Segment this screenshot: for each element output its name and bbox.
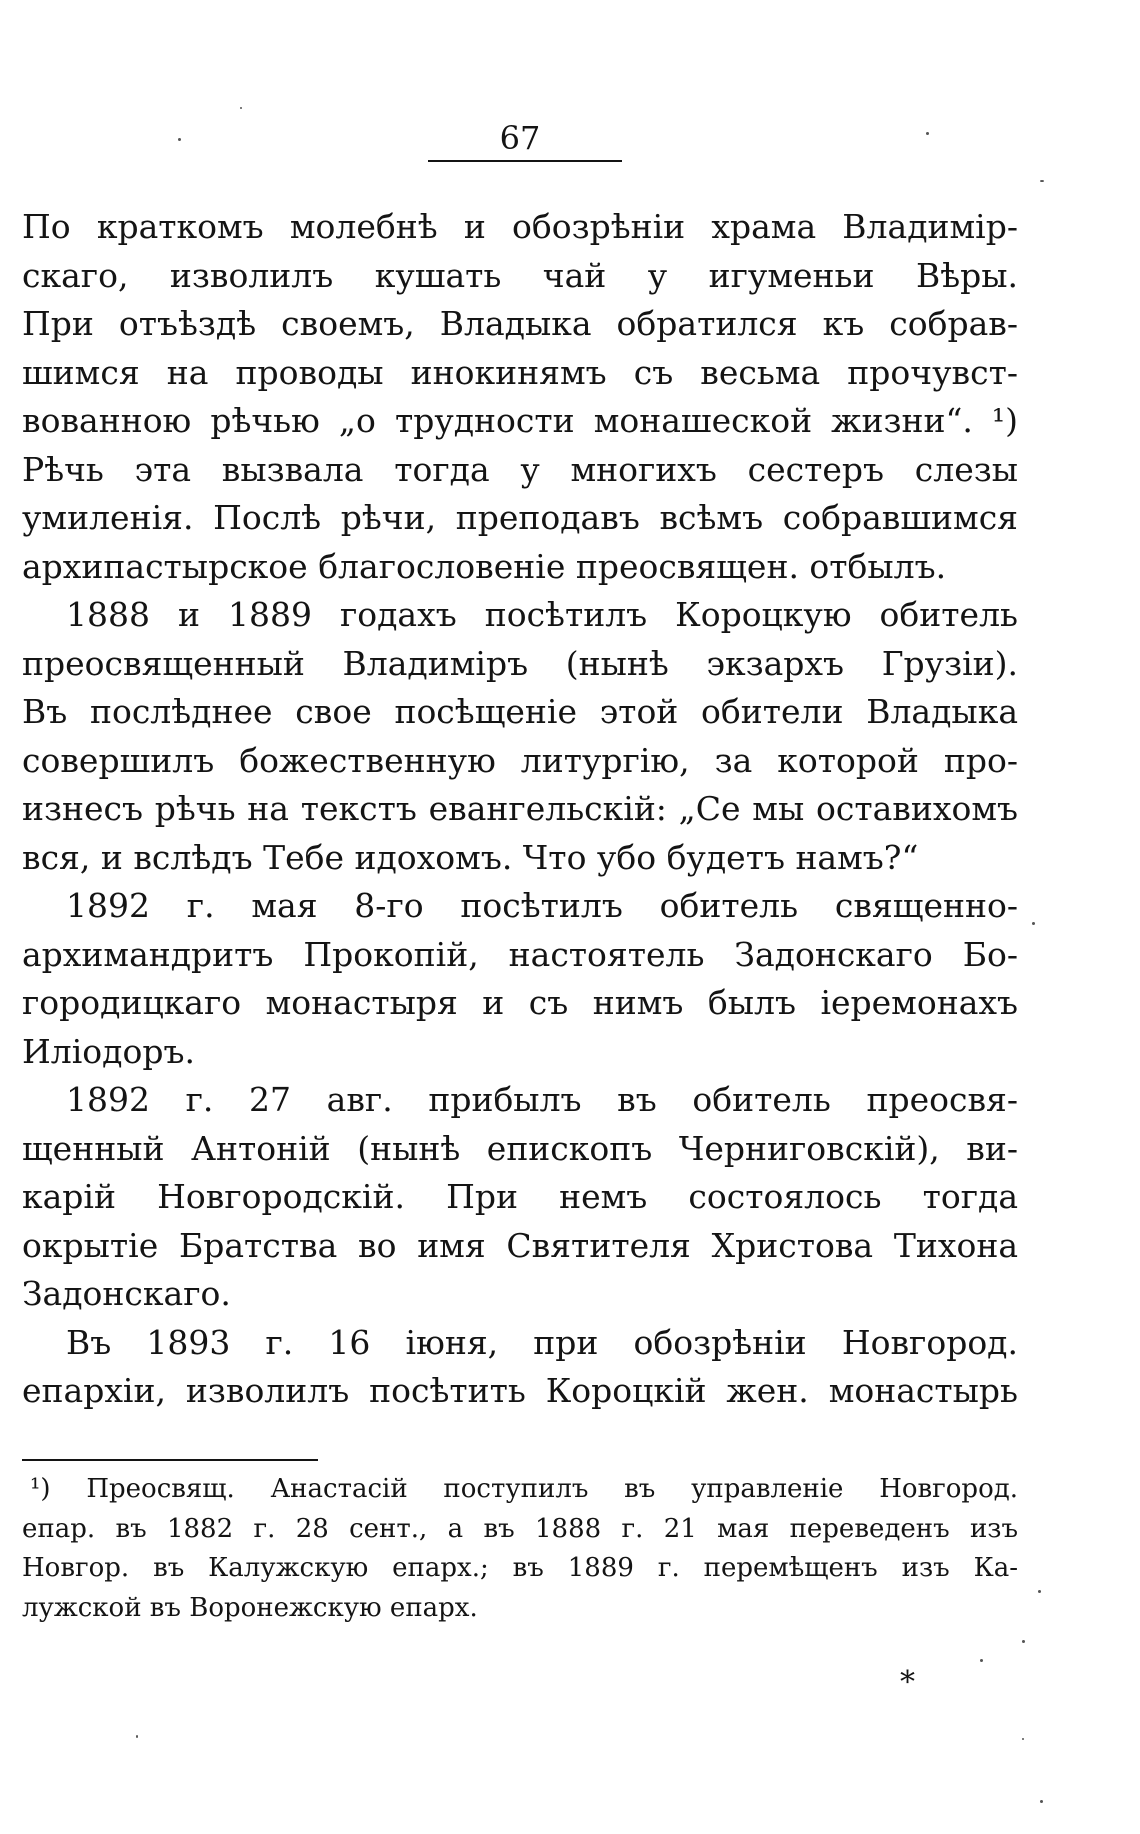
body-line: Въ 1893 г. 16 іюня, при обозрѣніи Новгород. xyxy=(66,1322,1018,1362)
body-line: преосвященный Владиміръ (нынѣ экзархъ Грузіи). xyxy=(22,643,1018,683)
body-line: умиленія. Послѣ рѣчи, преподавъ всѣмъ собравшимся xyxy=(22,498,1018,537)
print-speck xyxy=(1022,1640,1025,1643)
footnote-rule xyxy=(22,1459,318,1461)
print-speck xyxy=(178,138,181,141)
body-line: Иліодоръ. xyxy=(22,1031,195,1071)
body-line: шимся на проводы инокинямъ съ весьма прочувст- xyxy=(22,352,1018,392)
asterisk-mark: * xyxy=(900,1665,915,1700)
footnote xyxy=(22,1470,1018,1628)
print-speck xyxy=(1032,922,1035,925)
body-line: 1888 и 1889 годахъ посѣтилъ Короцкую обитель xyxy=(66,595,1018,634)
body-line: архимандритъ Прокопій, настоятель Задонскаго Бо- xyxy=(22,934,1018,974)
body-line: щенный Антоній (нынѣ епископъ Черниговскій), ви- xyxy=(22,1128,1018,1168)
body-line: епархіи, изволилъ посѣтить Короцкій жен. монастырь xyxy=(22,1371,1018,1410)
print-speck xyxy=(136,1735,138,1738)
body-line: архипастырское благословеніе преосвящен. отбылъ. xyxy=(22,546,947,586)
body-line: Рѣчь эта вызвала тогда у многихъ сестеръ слезы xyxy=(22,449,1018,489)
body-line: окрытіе Братства во имя Святителя Христова Тихона xyxy=(22,1225,1018,1265)
footnote-line: Новгор. въ Калужскую епарх.; въ 1889 г. перемѣщенъ изъ Ка- xyxy=(22,1553,1018,1583)
footnote-line: епар. въ 1882 г. 28 сент., а въ 1888 г. 21 мая переведенъ изъ xyxy=(22,1513,1018,1544)
print-speck xyxy=(1022,1738,1024,1740)
body-line: вованною рѣчью „о трудности монашеской жизни“. ¹) xyxy=(22,401,1018,440)
footnote-line: ¹) Преосвящ. Анастасій поступилъ въ управленіе Новгород. xyxy=(30,1474,1018,1504)
footnote-line: лужской въ Воронежскую епарх. xyxy=(22,1592,478,1623)
body-line: карій Новгородскій. При немъ состоялось тогда xyxy=(22,1177,1018,1216)
body-line: Задонскаго. xyxy=(22,1274,231,1313)
body-line: скаго, изволилъ кушать чай у игуменьи Вѣры. xyxy=(22,255,1018,295)
print-speck xyxy=(980,1659,983,1662)
print-speck xyxy=(1040,180,1044,182)
body-line: Въ послѣднее свое посѣщеніе этой обители Владыка xyxy=(22,692,1018,731)
print-speck xyxy=(926,132,929,135)
body-line: городицкаго монастыря и съ нимъ былъ іеремонахъ xyxy=(22,983,1018,1022)
body-text xyxy=(22,203,1018,1416)
print-speck xyxy=(1038,1590,1041,1593)
body-line: совершилъ божественную литургію, за которой про- xyxy=(22,740,1018,780)
body-line: По краткомъ молебнѣ и обозрѣніи храма Владимір- xyxy=(22,207,1018,246)
page-number: 67 xyxy=(499,119,541,157)
print-speck xyxy=(240,107,242,109)
body-line: вся, и вслѣдъ Тебе идохомъ. Что убо будетъ намъ?“ xyxy=(22,837,919,877)
body-line: 1892 г. мая 8-го посѣтилъ обитель священно- xyxy=(66,886,1018,925)
body-line: При отъѣздѣ своемъ, Владыка обратился къ собрав- xyxy=(22,304,1018,343)
print-speck xyxy=(1040,1800,1043,1803)
body-line: изнесъ рѣчь на текстъ евангельскій: „Се мы оставихомъ xyxy=(22,789,1018,828)
body-line: 1892 г. 27 авг. прибылъ въ обитель преосвя- xyxy=(66,1080,1018,1119)
page-number-rule xyxy=(428,160,622,162)
